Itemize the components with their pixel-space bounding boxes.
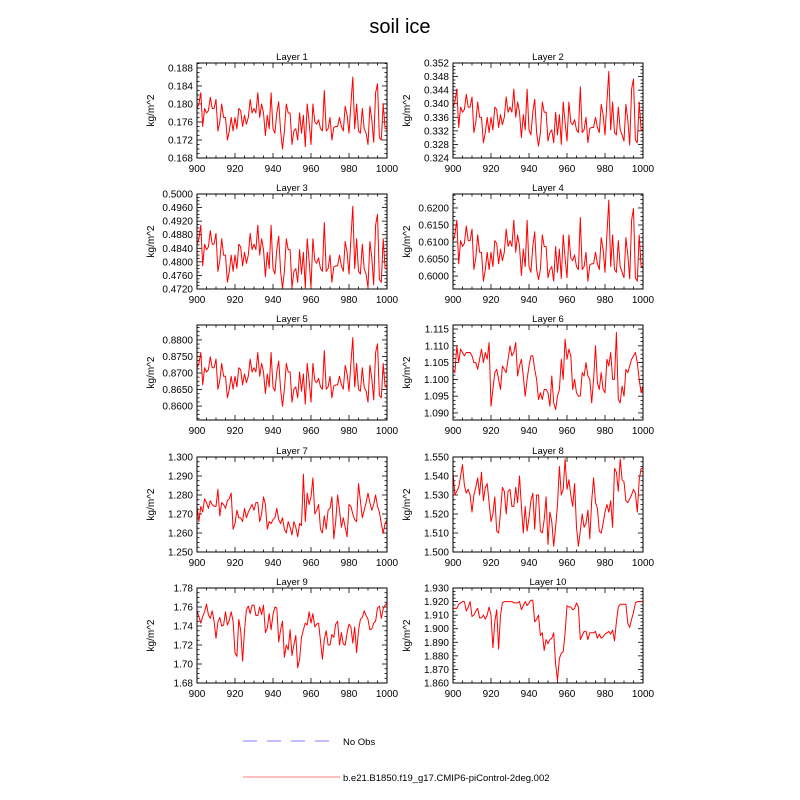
x-tick-label: 920 <box>482 295 500 306</box>
x-tick-label: 980 <box>596 164 614 175</box>
y-tick-label: 1.260 <box>167 528 193 540</box>
y-tick-label: 0.8600 <box>162 401 193 413</box>
y-axis-label: kg/m^2 <box>402 619 413 652</box>
y-tick-label: 1.115 <box>424 324 449 336</box>
panel-layer-2 <box>402 52 655 175</box>
x-tick-label: 940 <box>520 558 538 569</box>
x-tick-label: 1000 <box>631 426 655 437</box>
series-line <box>453 71 643 146</box>
x-tick-label: 980 <box>340 689 358 700</box>
panel-layer-6 <box>402 314 655 437</box>
y-tick-label: 1.110 <box>424 341 449 353</box>
panels <box>146 52 655 700</box>
x-tick-label: 1000 <box>375 295 399 306</box>
series-line <box>197 474 387 539</box>
x-tick-label: 900 <box>188 558 206 569</box>
y-tick-label: 0.4840 <box>162 243 193 255</box>
y-tick-label: 1.860 <box>423 678 449 690</box>
series-line <box>197 77 387 149</box>
y-tick-label: 0.332 <box>423 126 449 138</box>
y-tick-label: 1.900 <box>423 624 449 636</box>
y-tick-label: 0.184 <box>167 81 193 93</box>
x-tick-label: 900 <box>444 164 462 175</box>
x-tick-label: 940 <box>264 164 282 175</box>
x-tick-label: 1000 <box>631 164 655 175</box>
x-tick-label: 1000 <box>375 164 399 175</box>
x-tick-label: 940 <box>264 558 282 569</box>
x-tick-label: 960 <box>558 426 576 437</box>
x-tick-label: 980 <box>340 426 358 437</box>
x-tick-label: 980 <box>596 295 614 306</box>
y-tick-label: 1.910 <box>423 610 449 622</box>
series-line <box>197 206 387 288</box>
x-tick-label: 920 <box>226 426 244 437</box>
y-axis-label: kg/m^2 <box>146 356 157 389</box>
y-tick-label: 1.920 <box>423 597 449 609</box>
y-tick-label: 0.328 <box>423 139 449 151</box>
x-tick-label: 920 <box>482 689 500 700</box>
x-tick-label: 960 <box>302 295 320 306</box>
x-tick-label: 980 <box>596 426 614 437</box>
x-tick-label: 920 <box>482 558 500 569</box>
y-axis-label: kg/m^2 <box>146 225 157 258</box>
y-tick-label: 0.4800 <box>162 257 193 269</box>
y-tick-label: 1.76 <box>173 602 193 614</box>
y-axis-label: kg/m^2 <box>146 94 157 127</box>
y-tick-label: 0.188 <box>167 63 193 75</box>
y-axis-label: kg/m^2 <box>146 488 157 521</box>
plot-frame <box>453 588 643 683</box>
x-tick-label: 980 <box>340 295 358 306</box>
chart-title: soil ice <box>369 16 431 38</box>
y-tick-label: 1.74 <box>173 621 193 633</box>
panel-title: Layer 6 <box>532 314 564 325</box>
x-tick-label: 940 <box>520 295 538 306</box>
panel-layer-1 <box>146 52 399 175</box>
plot-frame <box>197 194 387 289</box>
x-tick-label: 1000 <box>375 426 399 437</box>
y-tick-label: 1.540 <box>423 471 449 483</box>
x-tick-label: 1000 <box>631 689 655 700</box>
y-tick-label: 1.550 <box>423 452 449 464</box>
series-line <box>197 338 387 407</box>
y-tick-label: 0.168 <box>167 153 193 165</box>
y-tick-label: 1.270 <box>167 509 193 521</box>
x-tick-label: 940 <box>520 689 538 700</box>
series-line <box>197 603 387 668</box>
y-tick-label: 0.6200 <box>418 203 449 215</box>
x-tick-label: 960 <box>558 689 576 700</box>
x-tick-label: 900 <box>188 164 206 175</box>
y-tick-label: 1.890 <box>423 637 449 649</box>
y-tick-label: 0.8800 <box>162 335 193 347</box>
y-tick-label: 1.280 <box>167 490 193 502</box>
x-tick-label: 900 <box>444 689 462 700</box>
y-tick-label: 0.176 <box>167 117 193 129</box>
y-axis-label: kg/m^2 <box>402 356 413 389</box>
y-tick-label: 0.5000 <box>162 189 193 201</box>
x-tick-label: 900 <box>444 426 462 437</box>
x-tick-label: 920 <box>226 164 244 175</box>
x-tick-label: 960 <box>558 295 576 306</box>
x-tick-label: 1000 <box>631 558 655 569</box>
panel-title: Layer 7 <box>276 446 308 457</box>
y-tick-label: 0.6100 <box>418 237 449 249</box>
y-tick-label: 0.8700 <box>162 368 193 380</box>
panel-layer-10 <box>402 577 655 700</box>
x-tick-label: 940 <box>264 426 282 437</box>
y-tick-label: 1.090 <box>423 408 449 420</box>
panel-layer-5 <box>146 314 399 437</box>
x-tick-label: 960 <box>558 164 576 175</box>
panel-layer-7 <box>146 446 399 569</box>
y-tick-label: 1.70 <box>173 659 193 671</box>
y-tick-label: 0.344 <box>423 85 449 97</box>
x-tick-label: 940 <box>264 689 282 700</box>
series-line <box>453 600 643 680</box>
x-tick-label: 920 <box>226 295 244 306</box>
y-tick-label: 1.68 <box>173 678 193 690</box>
series-line <box>453 459 643 546</box>
y-tick-label: 0.336 <box>423 112 449 124</box>
panel-title: Layer 5 <box>276 314 308 325</box>
legend-label-model: b.e21.B1850.f19_g17.CMIP6-piControl-2deg.002 <box>343 773 550 784</box>
x-tick-label: 960 <box>302 426 320 437</box>
y-tick-label: 0.348 <box>423 72 449 84</box>
x-tick-label: 940 <box>520 164 538 175</box>
y-tick-label: 0.4920 <box>162 216 193 228</box>
y-tick-label: 0.4880 <box>162 230 193 242</box>
x-tick-label: 920 <box>482 164 500 175</box>
x-tick-label: 960 <box>302 558 320 569</box>
y-tick-label: 1.100 <box>423 374 449 386</box>
y-tick-label: 0.8750 <box>162 351 193 363</box>
y-tick-label: 1.530 <box>423 490 449 502</box>
y-axis-label: kg/m^2 <box>402 225 413 258</box>
x-tick-label: 980 <box>340 164 358 175</box>
panel-layer-8 <box>402 446 655 569</box>
y-tick-label: 1.78 <box>173 583 193 595</box>
y-tick-label: 1.930 <box>423 583 449 595</box>
x-tick-label: 960 <box>302 689 320 700</box>
x-tick-label: 900 <box>188 689 206 700</box>
y-tick-label: 0.352 <box>423 58 449 70</box>
series-line <box>453 200 643 281</box>
plot-frame <box>197 325 387 420</box>
y-tick-label: 0.4760 <box>162 270 193 282</box>
panel-layer-3 <box>146 183 399 306</box>
x-tick-label: 920 <box>226 689 244 700</box>
plot-frame <box>197 457 387 552</box>
x-tick-label: 900 <box>444 558 462 569</box>
y-axis-label: kg/m^2 <box>402 94 413 127</box>
x-tick-label: 920 <box>226 558 244 569</box>
panel-title: Layer 4 <box>532 183 564 194</box>
y-tick-label: 0.4960 <box>162 203 193 215</box>
y-tick-label: 0.180 <box>167 99 193 111</box>
y-tick-label: 1.105 <box>423 358 449 370</box>
x-tick-label: 900 <box>444 295 462 306</box>
x-tick-label: 980 <box>340 558 358 569</box>
panel-title: Layer 10 <box>529 577 567 588</box>
y-tick-label: 1.500 <box>423 547 449 559</box>
panel-title: Layer 3 <box>276 183 308 194</box>
y-tick-label: 0.6150 <box>418 220 449 232</box>
y-tick-label: 0.6050 <box>418 254 449 266</box>
x-tick-label: 960 <box>302 164 320 175</box>
panel-layer-4 <box>402 183 655 306</box>
x-tick-label: 900 <box>188 295 206 306</box>
x-tick-label: 900 <box>188 426 206 437</box>
x-tick-label: 940 <box>264 295 282 306</box>
series-line <box>453 332 643 409</box>
legend-label-no-obs: No Obs <box>343 737 376 748</box>
x-tick-label: 1000 <box>375 689 399 700</box>
y-tick-label: 0.172 <box>167 135 193 147</box>
x-tick-label: 980 <box>596 558 614 569</box>
y-tick-label: 0.340 <box>423 99 449 111</box>
panel-layer-9 <box>146 577 399 700</box>
y-tick-label: 1.250 <box>167 547 193 559</box>
y-tick-label: 1.520 <box>423 509 449 521</box>
x-tick-label: 940 <box>520 426 538 437</box>
y-tick-label: 1.300 <box>167 452 193 464</box>
y-tick-label: 0.6000 <box>418 271 449 283</box>
y-tick-label: 1.510 <box>423 528 449 540</box>
x-tick-label: 920 <box>482 426 500 437</box>
y-tick-label: 0.324 <box>423 153 449 165</box>
legend <box>243 737 550 784</box>
x-tick-label: 1000 <box>375 558 399 569</box>
y-tick-label: 1.290 <box>167 471 193 483</box>
y-axis-label: kg/m^2 <box>402 488 413 521</box>
y-tick-label: 1.095 <box>423 391 449 403</box>
y-tick-label: 0.8650 <box>162 385 193 397</box>
panel-title: Layer 8 <box>532 446 564 457</box>
panel-title: Layer 9 <box>276 577 308 588</box>
y-tick-label: 1.870 <box>423 664 449 676</box>
x-tick-label: 1000 <box>631 295 655 306</box>
y-tick-label: 1.72 <box>173 640 193 652</box>
x-tick-label: 980 <box>596 689 614 700</box>
y-tick-label: 1.880 <box>423 651 449 663</box>
y-axis-label: kg/m^2 <box>146 619 157 652</box>
panel-title: Layer 2 <box>532 52 564 63</box>
plot-frame <box>453 63 643 158</box>
y-tick-label: 0.4720 <box>162 284 193 296</box>
x-tick-label: 960 <box>558 558 576 569</box>
panel-title: Layer 1 <box>276 52 308 63</box>
